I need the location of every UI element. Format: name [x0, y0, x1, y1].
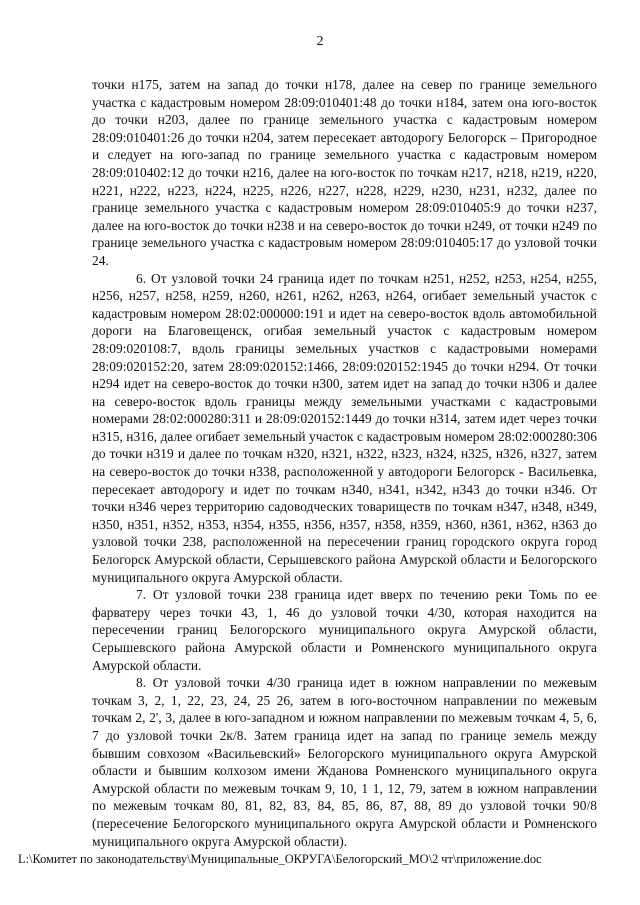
paragraph-continuation: точки н175, затем на запад до точки н178, далее на север по границе земельного участка с кадастровым номером 28:09:010401:48 до точки н184, затем она юго-восток до точки н203, далее по границе земельного участка с кадастровым номером 28:09:010401:26 до точки н204, затем пересекает автодорогу Белогорск – Пригородное и следует на юго-запад по границе земельного участка с кадастровым номером 28:09:010402:12 до точки н216, далее на юго-восток по точкам н217, н218, н219, н220, н221, н222, н223, н224, н225, н226, н227, н228, н229, н230, н231, н232, далее по границе земельного участка с кадастровым номером 28:09:010405:9 до точки н237, далее на юго-восток до точки н238 и на северо-восток до точки н249, от точки н249 по границе земельного участка с кадастровым номером 28:09:010405:17 до узловой точки 24.	[92, 77, 597, 268]
footer-file-path: L:\Комитет по законодательству\Муниципальные_ОКРУГА\Белогорский_МО\2 чт\приложение.doc	[18, 852, 542, 866]
paragraph-item-8: 8. От узловой точки 4/30 граница идет в южном направлении по межевым точкам 3, 2, 1, 22, 23, 24, 25 26, затем в юго-восточном направлении по межевым точкам 2, 2', 3, далее в юго-западном и южном направлении по межевым точкам 4, 5, 6, 7 до узловой точки 2к/8. Затем граница идет на запад по границе земель между бывшим совхозом «Васильевский» Белогорского муниципального округа Амурской области и бывшим колхозом имени Жданова Ромненского муниципального округа Амурской области по межевым точкам 9, 10, 1 1, 12, 79, затем в южном направлении по межевым точкам 80, 81, 82, 83, 84, 85, 86, 87, 88, 89 до узловой точки 90/8 (пересечение Белогорского муниципального округа Амурской области и Ромненского муниципального округа Амурской области).	[92, 675, 597, 849]
paragraph-item-7: 7. От узловой точки 238 граница идет вверх по течению реки Томь по ее фарватеру через точки 43, 1, 46 до узловой точки 4/30, которая находится на пересечении границ Белогорского муниципального округа Амурской области, Серышевского района Амурской области и Ромненского муниципального округа Амурской области.	[92, 587, 597, 673]
page-number: 2	[316, 34, 324, 49]
paragraph-item-6: 6. От узловой точки 24 граница идет по точкам н251, н252, н253, н254, н255, н256, н257, н258, н259, н260, н261, н262, н263, н264, огибает земельный участок с кадастровым номером 28:02:000000:191 и идет на северо-восток вдоль автомобильной дороги на Благовещенск, огибая земельный участок с кадастровым номером 28:09:020108:7, вдоль границы земельных участков с кадастровыми номерами 28:09:020152:20, затем 28:09:020152:1466, 28:09:020152:1945 до точки н294. От точки н294 идет на северо-восток до точки н300, затем идет на запад до точки н306 и далее на северо-восток вдоль границы между земельными участками с кадастровыми номерами 28:02:000280:311 и 28:09:020152:1449 до точки н314, затем идет через точки н315, н316, далее огибает земельный участок с кадастровым номером 28:02:000280:306 до точки н319 и далее по точкам н320, н321, н322, н323, н324, н325, н326, н327, затем на северо-восток до точки н338, расположенной у автодороги Белогорск - Васильевка, пересекает автодорогу и идет по точкам н340, н341, н342, н343 до точки н346. От точки н346 через территорию садоводческих товариществ по точкам н347, н348, н349, н350, н351, н352, н353, н354, н355, н356, н357, н358, н359, н360, н361, н362, н363 до узловой точки 238, расположенной на пересечении границ городского округа город Белогорск Амурской области, Серышевского района Амурской области и Белогорского муниципального округа Амурской области.	[92, 270, 597, 585]
document-body	[92, 76, 597, 850]
